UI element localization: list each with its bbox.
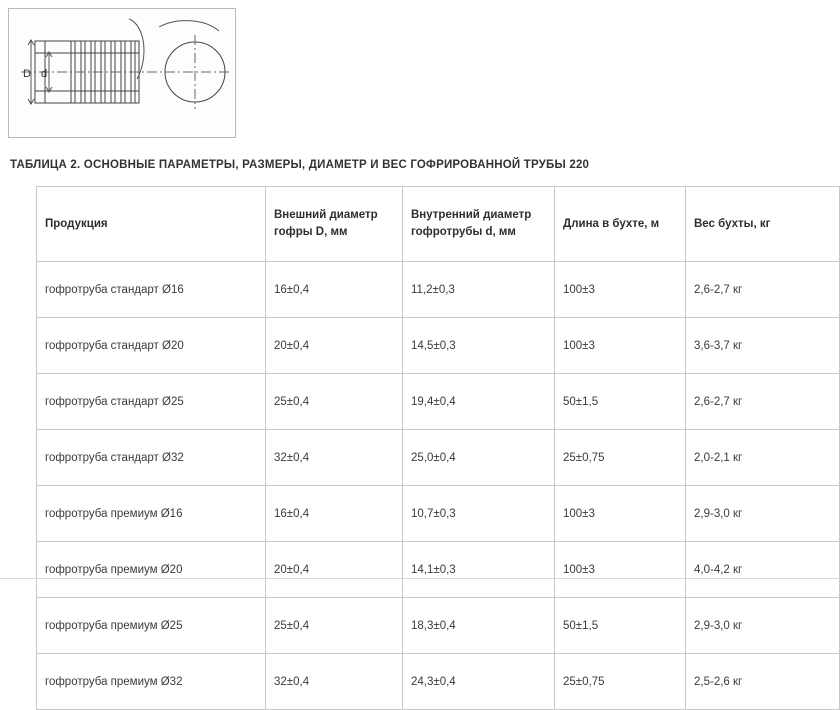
cell-coil-weight: 3,6-3,7 кг: [686, 318, 840, 374]
cell-coil-weight: 2,6-2,7 кг: [686, 262, 840, 318]
cell-coil-length: 100±3: [555, 262, 686, 318]
cell-inner-diameter: 24,3±0,4: [403, 654, 555, 710]
table-row: [37, 486, 840, 542]
table-row: [37, 542, 840, 598]
cell-outer-diameter: 25±0,4: [266, 598, 403, 654]
cell-outer-diameter: 16±0,4: [266, 486, 403, 542]
cell-coil-length: 50±1,5: [555, 374, 686, 430]
cell-product: гофротруба стандарт Ø16: [37, 262, 266, 318]
cell-outer-diameter: 20±0,4: [266, 318, 403, 374]
column-header-outer-diameter-line1: Внешний диаметр: [274, 209, 378, 222]
column-header-product-line1: Продукция: [45, 217, 108, 230]
cell-product: гофротруба стандарт Ø32: [37, 430, 266, 486]
cell-product: гофротруба стандарт Ø25: [37, 374, 266, 430]
cell-coil-length: 50±1,5: [555, 598, 686, 654]
column-header-inner-diameter-line2: гофротрубы d, мм: [411, 226, 516, 238]
column-header-product: [37, 187, 266, 262]
cell-outer-diameter: 32±0,4: [266, 654, 403, 710]
cell-coil-weight: 2,9-3,0 кг: [686, 486, 840, 542]
cell-outer-diameter: 25±0,4: [266, 374, 403, 430]
column-header-outer-diameter: [266, 187, 403, 262]
cell-product: гофротруба премиум Ø25: [37, 598, 266, 654]
column-header-inner-diameter-line1: Внутренний диаметр: [411, 209, 532, 222]
column-header-coil-length-line1: Длина в бухте, м: [563, 217, 660, 230]
cell-inner-diameter: 11,2±0,3: [403, 262, 555, 318]
table-caption: ТАБЛИЦА 2. ОСНОВНЫЕ ПАРАМЕТРЫ, РАЗМЕРЫ, ДИАМЕТР И ВЕС ГОФРИРОВАННОЙ ТРУБЫ 220: [10, 159, 590, 171]
table-row: [37, 598, 840, 654]
cell-coil-length: 25±0,75: [555, 430, 686, 486]
table-row: [37, 318, 840, 374]
cell-inner-diameter: 25,0±0,4: [403, 430, 555, 486]
column-header-outer-diameter-line2: гофры D, мм: [274, 226, 348, 238]
cell-coil-length: 100±3: [555, 486, 686, 542]
cell-coil-weight: 2,5-2,6 кг: [686, 654, 840, 710]
cell-coil-weight: 2,9-3,0 кг: [686, 598, 840, 654]
cell-outer-diameter: 16±0,4: [266, 262, 403, 318]
cell-inner-diameter: 18,3±0,4: [403, 598, 555, 654]
cell-outer-diameter: 32±0,4: [266, 430, 403, 486]
cell-product: гофротруба премиум Ø32: [37, 654, 266, 710]
cell-coil-length: 100±3: [555, 542, 686, 598]
column-header-coil-weight: [686, 187, 840, 262]
column-header-coil-length: [555, 187, 686, 262]
cell-coil-weight: 4,0-4,2 кг: [686, 542, 840, 598]
table-header: [37, 187, 840, 262]
cell-coil-length: 25±0,75: [555, 654, 686, 710]
table-row: [37, 430, 840, 486]
spec-table-container: [36, 186, 839, 710]
cell-product: гофротруба стандарт Ø20: [37, 318, 266, 374]
cell-inner-diameter: 14,5±0,3: [403, 318, 555, 374]
pipe-drawing-svg: [9, 9, 235, 137]
cell-product: гофротруба премиум Ø20: [37, 542, 266, 598]
table-row: [37, 374, 840, 430]
cell-inner-diameter: 14,1±0,3: [403, 542, 555, 598]
dimension-label-d: d: [40, 68, 48, 80]
table-row: [37, 262, 840, 318]
cell-inner-diameter: 10,7±0,3: [403, 486, 555, 542]
column-header-inner-diameter: [403, 187, 555, 262]
cell-inner-diameter: 19,4±0,4: [403, 374, 555, 430]
cell-outer-diameter: 20±0,4: [266, 542, 403, 598]
spec-table: [36, 186, 840, 710]
table-body: [37, 262, 840, 710]
cell-coil-weight: 2,6-2,7 кг: [686, 374, 840, 430]
dimension-label-D: D: [23, 68, 31, 80]
table-row: [37, 654, 840, 710]
pipe-technical-drawing: [8, 8, 236, 138]
cell-coil-weight: 2,0-2,1 кг: [686, 430, 840, 486]
bottom-divider: [0, 578, 840, 579]
cell-coil-length: 100±3: [555, 318, 686, 374]
cell-product: гофротруба премиум Ø16: [37, 486, 266, 542]
column-header-coil-weight-line1: Вес бухты, кг: [694, 217, 771, 230]
table-header-row: [37, 187, 840, 262]
